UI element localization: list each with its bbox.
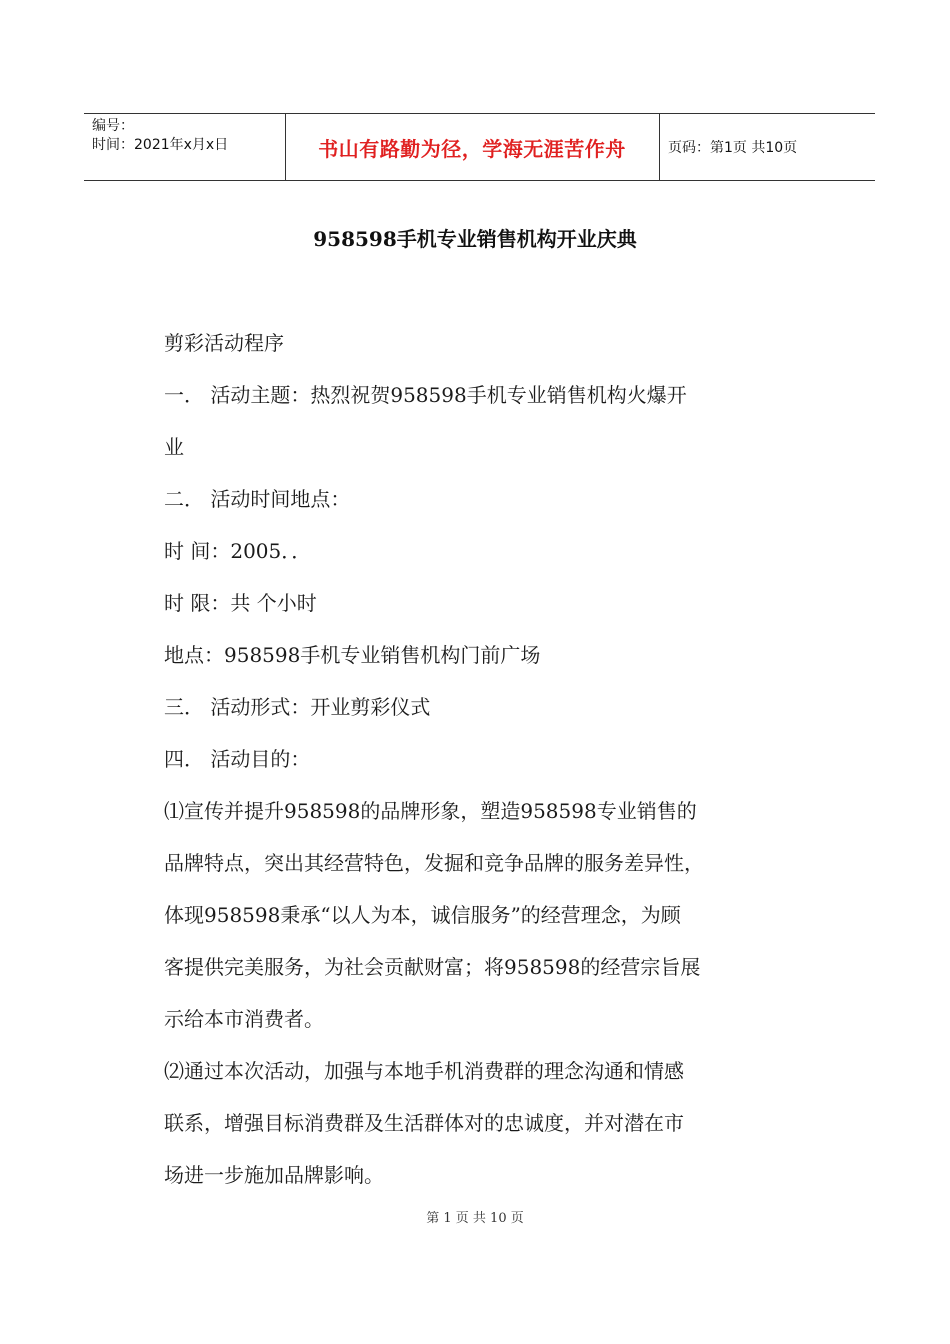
page-footer: 第 1 页 共 10 页 — [426, 1211, 524, 1226]
document-body — [164, 317, 804, 1201]
body-line: 时 限：共 个小时 — [164, 591, 317, 615]
header-divider — [659, 114, 660, 180]
body-line: 示给本市消费者。 — [164, 1007, 324, 1031]
body-line: 联系，增强目标消费群及生活群体对的忠诚度，并对潜在市 — [164, 1111, 684, 1135]
body-line: 客提供完美服务，为社会贡献财富；将958598的经营宗旨展 — [164, 955, 701, 979]
body-line: 二． 活动时间地点： — [164, 487, 351, 511]
body-line: 业 — [164, 435, 184, 459]
body-line: 剪彩活动程序 — [164, 331, 284, 355]
body-line: 品牌特点，突出其经营特色，发掘和竞争品牌的服务差异性， — [164, 851, 704, 875]
body-line: 时 间：2005．． — [164, 539, 312, 563]
header-page-info: 页码：第1页 共10页 — [668, 140, 798, 156]
body-line: 一． 活动主题：热烈祝贺958598手机专业销售机构火爆开 — [164, 383, 687, 407]
body-line: ⑵通过本次活动，加强与本地手机消费群的理念沟通和情感 — [164, 1059, 684, 1083]
body-line: ⑴宣传并提升958598的品牌形象，塑造958598专业销售的 — [164, 799, 697, 823]
time-label: 时间：2021年x月x日 — [92, 137, 229, 153]
body-line: 地点：958598手机专业销售机构门前广场 — [164, 643, 541, 667]
body-line: 体现958598秉承“以人为本，诚信服务”的经营理念，为顾 — [164, 903, 681, 927]
body-line: 三． 活动形式：开业剪彩仪式 — [164, 695, 431, 719]
body-line: 场进一步施加品牌影响。 — [164, 1163, 384, 1187]
document-title: 958598手机专业销售机构开业庆典 — [313, 227, 637, 251]
body-line: 四． 活动目的： — [164, 747, 311, 771]
document-header — [84, 113, 875, 181]
number-label: 编号： — [92, 118, 134, 134]
header-motto: 书山有路勤为径，学海无涯苦作舟 — [318, 136, 626, 161]
header-meta — [92, 117, 228, 155]
